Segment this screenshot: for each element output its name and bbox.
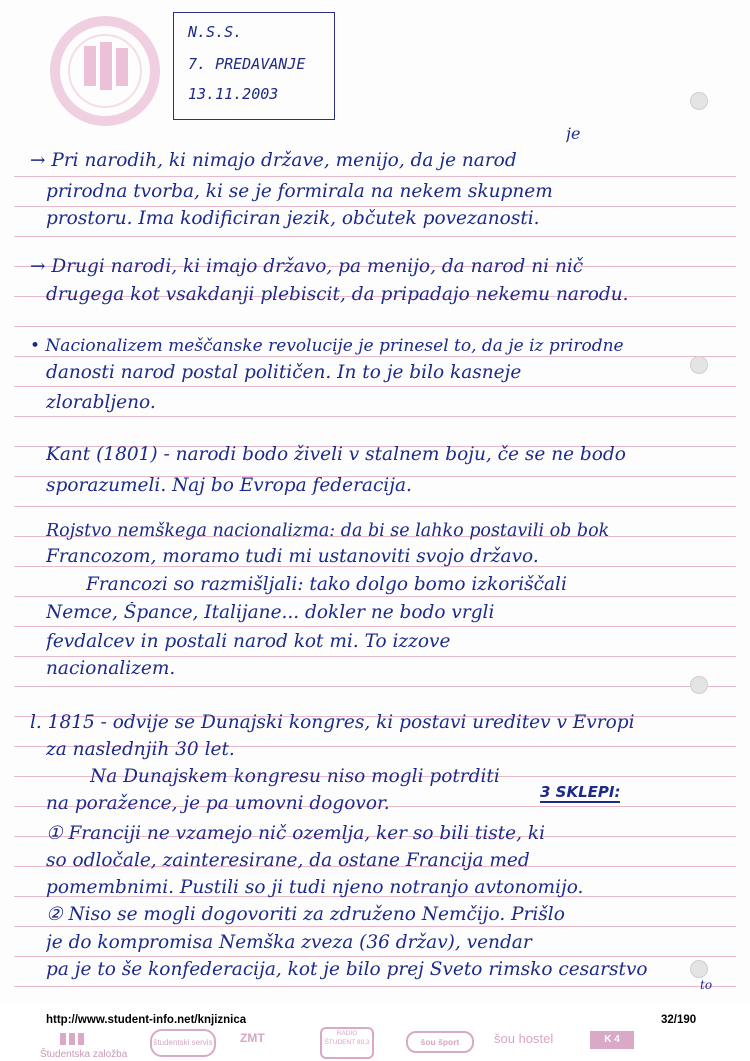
k4-logo: K 4 — [590, 1031, 634, 1049]
note-line: na poražence, je pa umovni dogovor. — [46, 793, 390, 814]
ruled-line — [14, 986, 736, 987]
ruled-line — [14, 416, 736, 417]
ruled-line — [14, 596, 736, 597]
note-line: sporazumeli. Naj bo Evropa federacija. — [46, 475, 412, 496]
note-line: Nemce, Špance, Italijane... dokler ne bodo vrgli — [46, 602, 495, 623]
note-line: prirodna tvorba, ki se je formirala na nekem skupnem — [46, 181, 553, 202]
ruled-line — [14, 656, 736, 657]
radio-student-logo: RADIO ŠTUDENT 89,3 — [320, 1027, 374, 1059]
page-counter: 32/190 — [661, 1014, 697, 1026]
note-line: l. 1815 - odvije se Dunajski kongres, ki postavi ureditev v Evropi — [30, 712, 635, 733]
note-line: ② Niso se mogli dogovoriti za združeno Nemčijo. Prišlo — [46, 904, 565, 925]
note-line: pomembnimi. Pustili so ji tudi njeno notranjo avtonomijo. — [46, 877, 584, 898]
note-line: → Drugi narodi, ki imajo državo, pa menijo, da narod ni nič — [30, 256, 584, 277]
note-line: Francozi so razmišljali: tako dolgo bomo izkoriščali — [86, 574, 567, 595]
publisher-logo-icon — [56, 1031, 92, 1047]
inserted-word: je — [566, 124, 581, 143]
footer-bar — [0, 1003, 750, 1061]
ruled-line — [14, 506, 736, 507]
source-url: http://www.student-info.net/knjiznica — [46, 1014, 247, 1026]
lecture-title-box — [173, 12, 335, 120]
ruled-line — [14, 386, 736, 387]
note-line: nacionalizem. — [46, 658, 176, 679]
note-line: danosti narod postal političen. In to je bilo kasneje — [46, 362, 522, 383]
note-line: Na Dunajskem kongresu niso mogli potrditi — [90, 766, 500, 787]
note-line: ① Franciji ne vzamejo nič ozemlja, ker so bili tiste, ki — [46, 823, 545, 844]
course-code: N.S.S. — [188, 23, 243, 41]
watermark-stamp-logo — [50, 16, 160, 134]
continuation-mark: to — [700, 978, 713, 992]
note-line: Kant (1801) - narodi bodo živeli v stalnem boju, če se ne bodo — [46, 444, 626, 465]
note-line: je do kompromisa Nemška zveza (36 držav), vendar — [46, 932, 532, 953]
ruled-line — [14, 686, 736, 687]
ruled-line — [14, 206, 736, 207]
conclusions-heading: 3 SKLEPI: — [540, 783, 621, 801]
lecture-date: 13.11.2003 — [188, 85, 279, 103]
note-line: → Pri narodih, ki nimajo države, menijo, da je narod — [30, 150, 517, 171]
ruled-line — [14, 926, 736, 927]
note-line: Francozom, moramo tudi mi ustanoviti svojo državo. — [46, 546, 539, 567]
note-line: drugega kot vsakdanji plebiscit, da pripadajo nekemu narodu. — [46, 284, 629, 305]
note-line: so odločale, zainteresirane, da ostane Francija med — [46, 850, 530, 871]
note-line: fevdalcev in postali narod kot mi. To izzove — [46, 631, 451, 652]
sou-sport-logo: šou šport — [406, 1031, 474, 1053]
note-line: • Nacionalizem meščanske revolucije je prinesel to, da je iz prirodne — [30, 336, 624, 356]
ruled-line — [14, 356, 736, 357]
note-line: Rojstvo nemškega nacionalizma: da bi se lahko postavili ob bok — [46, 521, 610, 541]
ruled-line — [14, 326, 736, 327]
sou-hostel-logo: šou hostel — [494, 1031, 554, 1046]
binder-hole — [690, 92, 708, 110]
ruled-line — [14, 626, 736, 627]
zmt-logo: ZMT — [240, 1031, 265, 1045]
student-service-logo: študentski servis — [150, 1029, 216, 1057]
logo-caption: Študentska založba — [40, 1049, 128, 1060]
note-line: zlorabljeno. — [46, 392, 156, 413]
lecture-number: 7. PREDAVANJE — [188, 55, 306, 73]
note-line: pa je to še konfederacija, kot je bilo prej Sveto rimsko cesarstvo — [46, 959, 648, 980]
ruled-line — [14, 236, 736, 237]
note-line: prostoru. Ima kodificiran jezik, občutek povezanosti. — [46, 208, 540, 229]
ruled-line — [14, 176, 736, 177]
note-line: za naslednjih 30 let. — [46, 739, 235, 760]
ruled-line — [14, 956, 736, 957]
